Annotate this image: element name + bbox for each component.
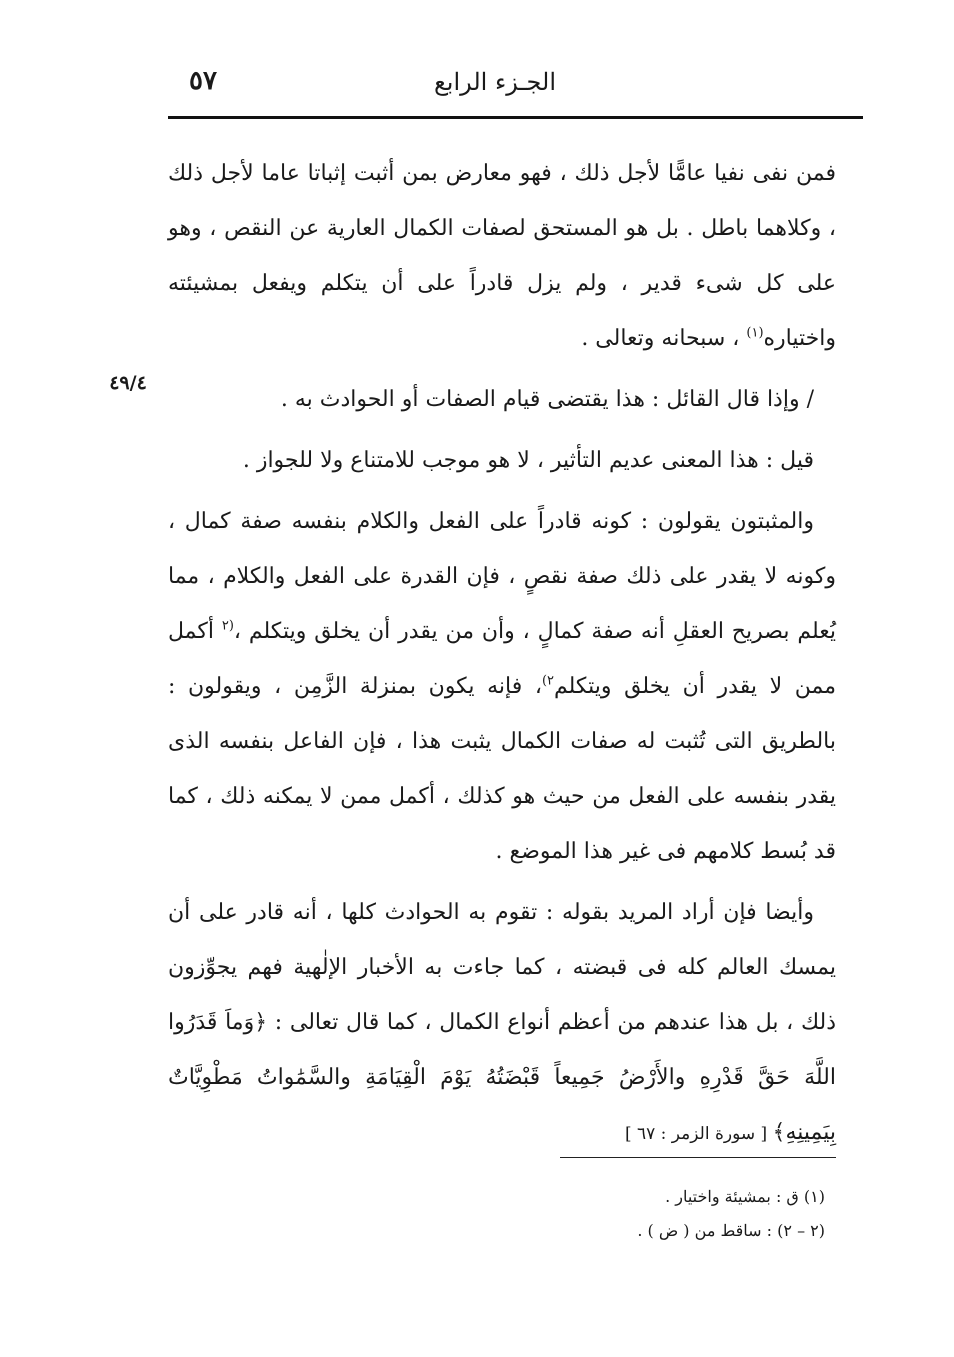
- header-rule: [168, 116, 863, 119]
- footnote-rule: [560, 1157, 836, 1158]
- quran-reference: [ سورة الزمر : ٦٧ ]: [624, 1124, 773, 1144]
- footnote-1: (١) ق : بمشيئة واختيار .: [665, 1187, 825, 1206]
- footnote-ref-1: (١): [746, 325, 764, 341]
- page-header-title: الجـزء الرابع: [433, 68, 556, 96]
- paragraph-4: [168, 494, 836, 879]
- footnote-ref-2-open: (٢: [221, 618, 234, 634]
- quran-open-bracket: ﴿: [254, 1010, 268, 1035]
- quran-close-bracket: ﴾: [772, 1120, 786, 1145]
- paragraph-1: [168, 146, 836, 366]
- paragraph-5-text: وأيضا فإن أراد المريد بقوله : تقوم به الحوادث كلها ، أنه قادر على أن يمسك العالم كله فى قبضته ، كما جاءت به الأخبار الإلٰهية فهم يجوِّزون ذلك ، بل هذا عندهم من أعظم أنواع الكمال ، كما قال تعالى :: [168, 900, 836, 1035]
- paragraph-5: [168, 885, 836, 1162]
- footnote-ref-2-close: ٢): [541, 673, 554, 689]
- footnotes: [420, 1180, 825, 1248]
- page-number: ٥٧: [189, 66, 217, 96]
- paragraph-4-text-c: ، فإنه يكون بمنزلة الزَّمِن ، ويقولون : بالطريق التى تُثبت له صفات الكمال يثبت هذا ، فإن الفاعل بنفسه الذى يقدر بنفسه على الفعل من حيث هو كذلك ، أكمل ممن لا يمكنه ذلك ، كما قد بُسط كلامهم فى غير هذا الموضع .: [168, 674, 836, 864]
- quran-verse: وَماَ قَدَرُوا اللَّهَ حَقَّ قَدْرِهِ والأَرْضُ جَمِيعاً قَبْضَتُهُ يَوْمَ الْقِيَامَةِ والسَّمَٰواتُ مَطْوِيَّاتٌ بِيَمِينِهِ: [168, 1010, 836, 1145]
- paragraph-2: / وإذا قال القائل : هذا يقتضى قيام الصفات أو الحوادث به .: [280, 387, 814, 412]
- paragraph-1-end: ، سبحانه وتعالى .: [581, 326, 747, 351]
- margin-page-marker: ٤٩/٤: [109, 372, 147, 394]
- paragraph-1-text: فمن نفى نفيا عامًّا لأجل ذلك ، فهو معارض بمن أثبت إثباتا عاما لأجل ذلك ، وكلاهما باطل . بل هو المستحق لصفات الكمال العارية عن النقص ، وهو على كل شىء قدير ، ولم يزل قادراً على أن يتكلم ويفعل بمشيئته واختياره: [168, 161, 836, 351]
- footnote-2: (٢ – ٢) : ساقط من ( ض ) .: [637, 1221, 825, 1240]
- paragraph-3: قيل : هذا المعنى عديم التأثير ، لا هو موجب للامتناع ولا للجواز .: [242, 448, 814, 473]
- paragraph-4-text-a: والمثبتون يقولون : كونه قادراً على الفعل والكلام بنفسه صفة كمال ، وكونه لا يقدر على ذلك صفة نقصٍ ، فإن القدرة على الفعل والكلام ، مما يُعلم بصريح العقلِ أنه صفة كمالٍ ، وأن من يقدر أن يخلق ويتكلم ،: [168, 509, 836, 644]
- main-text: [168, 146, 836, 1162]
- paragraph-4-text-b: أكمل ممن لا يقدر أن يخلق ويتكلم: [168, 619, 836, 699]
